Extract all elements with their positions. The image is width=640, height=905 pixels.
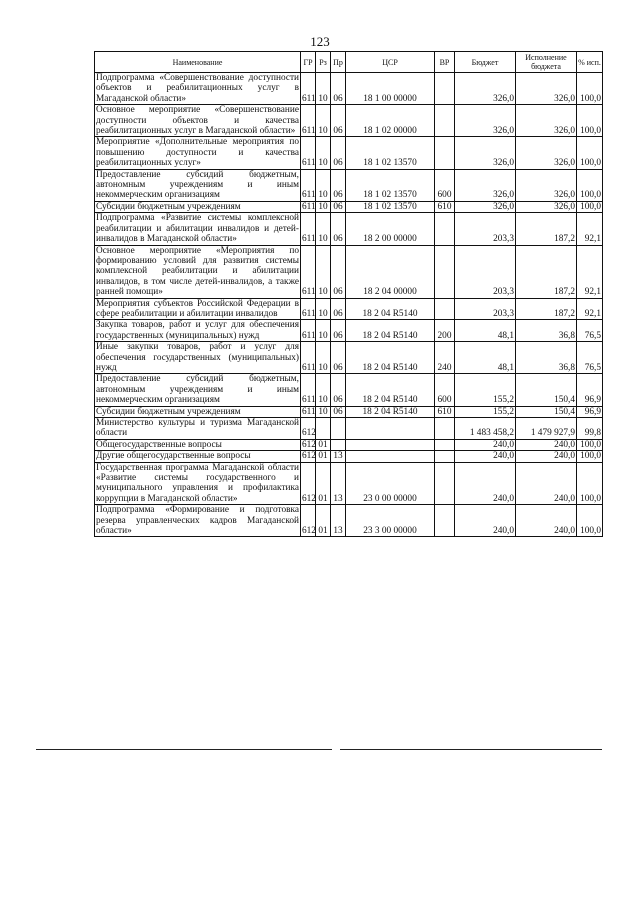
cell-budget: 155,2 — [455, 374, 516, 406]
cell-name: Подпрограмма «Формирование и подготовка резерва управленческих кадров Магаданской области» — [96, 505, 299, 537]
cell-gr: 611 — [301, 137, 316, 169]
cell-rz: 10 — [316, 73, 331, 105]
cell-budget: 155,2 — [455, 406, 516, 417]
cell-gr: 611 — [301, 73, 316, 105]
cell-percent: 96,9 — [577, 374, 603, 406]
cell-gr: 611 — [302, 406, 316, 417]
footer-divider-right — [340, 749, 602, 750]
cell-name: Подпрограмма «Развитие системы комплексной реабилитации и абилитации инвалидов и детей-инвалидов в Магаданской области» — [96, 213, 299, 245]
cell-gr: 611 — [301, 320, 316, 342]
table-row — [95, 418, 603, 440]
cell-vr — [435, 213, 455, 245]
cell-budget: 326,0 — [455, 137, 516, 169]
table-row — [95, 73, 603, 105]
cell-pr: 06 — [331, 201, 346, 212]
cell-csr: 18 2 04 00000 — [346, 245, 435, 298]
cell-execution: 326,0 — [516, 137, 577, 169]
cell-execution: 187,2 — [516, 245, 577, 298]
table-row — [95, 505, 603, 537]
cell-rz: 10 — [316, 201, 331, 212]
cell-percent: 100,0 — [577, 505, 603, 537]
cell-name: Мероприятие «Дополнительные мероприятия по повышению доступности и качества реабилитационных услуг» — [96, 137, 299, 169]
cell-pr: 06 — [331, 73, 346, 105]
header-budget: Бюджет — [455, 52, 516, 73]
table-row — [95, 169, 603, 201]
cell-gr: 611 — [301, 298, 316, 320]
cell-pr: 06 — [331, 213, 346, 245]
cell-execution: 326,0 — [516, 201, 577, 212]
cell-csr: 18 2 04 R5140 — [346, 320, 435, 342]
cell-execution: 187,2 — [516, 213, 577, 245]
cell-budget: 48,1 — [455, 320, 516, 342]
cell-csr: 18 2 04 R5140 — [346, 342, 435, 374]
cell-gr: 611 — [301, 245, 316, 298]
cell-rz: 10 — [316, 298, 331, 320]
cell-budget: 326,0 — [455, 105, 516, 137]
cell-gr: 611 — [301, 213, 316, 245]
cell-pr: 06 — [331, 374, 346, 406]
cell-budget: 203,3 — [455, 245, 516, 298]
cell-execution: 1 479 927,9 — [516, 418, 577, 440]
page-number: 123 — [310, 34, 330, 49]
cell-csr: 18 2 04 R5140 — [346, 298, 435, 320]
cell-gr: 611 — [301, 342, 316, 374]
cell-vr: 610 — [435, 201, 455, 212]
cell-csr: 23 0 00 00000 — [346, 462, 435, 505]
cell-pr: 06 — [331, 169, 346, 201]
header-rz: Рз — [316, 52, 331, 73]
table-row — [95, 406, 603, 417]
cell-percent: 100,0 — [577, 169, 603, 201]
cell-gr: 611 — [301, 105, 316, 137]
cell-rz: 01 — [316, 462, 331, 505]
table-row — [95, 245, 603, 298]
table-row — [95, 105, 603, 137]
header-percent: % исп. — [577, 52, 603, 73]
cell-name: Основное мероприятие «Совершенствование доступности объектов и качества реабилитационных услуг в Магаданской области» — [96, 105, 299, 137]
cell-gr: 612 — [302, 439, 316, 450]
table-row — [95, 201, 603, 212]
cell-rz: 10 — [316, 320, 331, 342]
cell-csr: 18 1 02 00000 — [346, 105, 435, 137]
cell-csr: 18 1 00 00000 — [346, 73, 435, 105]
cell-csr: 18 2 00 00000 — [346, 213, 435, 245]
cell-vr: 600 — [435, 374, 455, 406]
cell-budget: 240,0 — [455, 439, 516, 450]
cell-name: Мероприятия субъектов Российской Федерации в сфере реабилитации и абилитации инвалидов — [96, 298, 299, 319]
cell-budget: 326,0 — [455, 169, 516, 201]
cell-pr: 13 — [331, 451, 346, 462]
cell-pr — [331, 418, 346, 440]
cell-vr: 610 — [435, 406, 455, 417]
cell-name: Общегосударственные вопросы — [95, 439, 301, 450]
footer-divider-left — [36, 749, 332, 750]
cell-percent: 100,0 — [577, 137, 603, 169]
cell-rz — [316, 418, 331, 440]
cell-name: Иные закупки товаров, работ и услуг для обеспечения государственных (муниципальных) нужд — [96, 342, 299, 373]
cell-csr: 18 2 04 R5140 — [346, 406, 435, 417]
cell-pr: 06 — [331, 298, 346, 320]
cell-csr — [346, 439, 435, 450]
cell-rz: 10 — [316, 245, 331, 298]
cell-execution: 326,0 — [516, 105, 577, 137]
cell-pr: 13 — [331, 505, 346, 537]
header-pr: Пр — [331, 52, 346, 73]
cell-pr: 06 — [331, 137, 346, 169]
cell-vr — [435, 505, 455, 537]
cell-vr — [435, 462, 455, 505]
cell-budget: 240,0 — [455, 451, 516, 462]
cell-execution: 326,0 — [516, 73, 577, 105]
cell-vr: 200 — [435, 320, 455, 342]
cell-csr: 18 1 02 13570 — [346, 201, 435, 212]
cell-percent: 76,5 — [577, 320, 603, 342]
cell-csr: 18 1 02 13570 — [346, 137, 435, 169]
cell-percent: 92,1 — [577, 298, 603, 320]
cell-budget: 48,1 — [455, 342, 516, 374]
cell-vr — [435, 298, 455, 320]
cell-rz: 10 — [316, 374, 331, 406]
cell-gr: 612 — [302, 451, 316, 462]
cell-gr: 611 — [302, 201, 316, 212]
cell-percent: 100,0 — [577, 73, 603, 105]
cell-vr — [435, 105, 455, 137]
cell-name: Государственная программа Магаданской области «Развитие системы государственного и муниципального управления и профилактика коррупции в Магаданской области» — [96, 462, 299, 504]
cell-csr: 23 3 00 00000 — [346, 505, 435, 537]
cell-vr — [435, 418, 455, 440]
cell-vr — [435, 137, 455, 169]
header-csr: ЦСР — [346, 52, 435, 73]
cell-execution: 150,4 — [516, 406, 577, 417]
cell-vr — [435, 451, 455, 462]
cell-execution: 187,2 — [516, 298, 577, 320]
cell-percent: 92,1 — [577, 245, 603, 298]
header-execution: Исполнение бюджета — [516, 52, 577, 73]
cell-pr: 06 — [331, 320, 346, 342]
cell-budget: 326,0 — [455, 73, 516, 105]
cell-percent: 92,1 — [577, 213, 603, 245]
cell-rz: 10 — [316, 213, 331, 245]
cell-percent: 99,8 — [577, 418, 603, 440]
header-vr: ВР — [435, 52, 455, 73]
cell-csr: 18 2 04 R5140 — [346, 374, 435, 406]
table-row — [95, 342, 603, 374]
cell-pr: 06 — [331, 406, 346, 417]
cell-rz: 10 — [316, 169, 331, 201]
table-header-row — [95, 52, 603, 73]
cell-percent: 100,0 — [577, 462, 603, 505]
cell-gr: 611 — [301, 374, 316, 406]
cell-rz: 10 — [316, 406, 331, 417]
cell-pr: 06 — [331, 342, 346, 374]
cell-execution: 326,0 — [516, 169, 577, 201]
cell-rz: 10 — [316, 342, 331, 374]
cell-percent: 100,0 — [577, 105, 603, 137]
cell-budget: 326,0 — [455, 201, 516, 212]
table-row — [95, 137, 603, 169]
cell-budget: 203,3 — [455, 213, 516, 245]
cell-name: Закупка товаров, работ и услуг для обеспечения государственных (муниципальных) нужд — [96, 320, 299, 341]
cell-budget: 203,3 — [455, 298, 516, 320]
cell-gr: 612 — [301, 505, 316, 537]
cell-gr: 612 — [301, 418, 316, 440]
cell-csr — [346, 418, 435, 440]
cell-pr: 06 — [331, 105, 346, 137]
cell-name: Субсидии бюджетным учреждениям — [95, 406, 301, 417]
cell-execution: 150,4 — [516, 374, 577, 406]
cell-rz: 10 — [316, 105, 331, 137]
budget-execution-table — [94, 51, 603, 537]
cell-execution: 36,8 — [516, 320, 577, 342]
cell-name: Субсидии бюджетным учреждениям — [95, 201, 301, 212]
cell-vr — [435, 439, 455, 450]
table-row — [95, 374, 603, 406]
cell-pr: 06 — [331, 245, 346, 298]
header-gr: ГР — [301, 52, 316, 73]
cell-vr — [435, 73, 455, 105]
cell-budget: 1 483 458,2 — [455, 418, 516, 440]
cell-name: Министерство культуры и туризма Магаданской области — [96, 418, 299, 439]
table-row — [95, 439, 603, 450]
cell-budget: 240,0 — [455, 505, 516, 537]
cell-vr: 600 — [435, 169, 455, 201]
cell-gr: 611 — [301, 169, 316, 201]
table-row — [95, 298, 603, 320]
cell-vr — [435, 245, 455, 298]
cell-name: Подпрограмма «Совершенствование доступности объектов и реабилитационных услуг в Магаданской области» — [96, 73, 299, 104]
cell-execution: 240,0 — [516, 462, 577, 505]
cell-execution: 240,0 — [516, 451, 577, 462]
cell-execution: 240,0 — [516, 505, 577, 537]
table-body — [95, 73, 603, 537]
cell-pr — [331, 439, 346, 450]
cell-name: Предоставление субсидий бюджетным, автономным учреждениям и иным некоммерческим организациям — [96, 374, 299, 406]
cell-csr — [346, 451, 435, 462]
table-row — [95, 451, 603, 462]
cell-execution: 36,8 — [516, 342, 577, 374]
cell-rz: 10 — [316, 137, 331, 169]
cell-execution: 240,0 — [516, 439, 577, 450]
cell-rz: 01 — [316, 439, 331, 450]
cell-name: Основное мероприятие «Мероприятия по формированию условий для развития системы комплексной реабилитации и абилитации инвалидов, в том числе детей-инвалидов, а также ранней помощи» — [96, 245, 299, 298]
cell-percent: 100,0 — [577, 201, 603, 212]
cell-vr: 240 — [435, 342, 455, 374]
cell-percent: 76,5 — [577, 342, 603, 374]
table-row — [95, 213, 603, 245]
header-name: Наименование — [95, 52, 301, 73]
cell-csr: 18 1 02 13570 — [346, 169, 435, 201]
cell-percent: 100,0 — [577, 451, 603, 462]
cell-percent: 100,0 — [577, 439, 603, 450]
cell-rz: 01 — [316, 451, 331, 462]
cell-percent: 96,9 — [577, 406, 603, 417]
cell-pr: 13 — [331, 462, 346, 505]
table-row — [95, 462, 603, 505]
cell-gr: 612 — [301, 462, 316, 505]
cell-name: Другие общегосударственные вопросы — [95, 451, 301, 462]
table-row — [95, 320, 603, 342]
cell-name: Предоставление субсидий бюджетным, автономным учреждениям и иным некоммерческим организациям — [96, 169, 299, 201]
cell-rz: 01 — [316, 505, 331, 537]
cell-budget: 240,0 — [455, 462, 516, 505]
